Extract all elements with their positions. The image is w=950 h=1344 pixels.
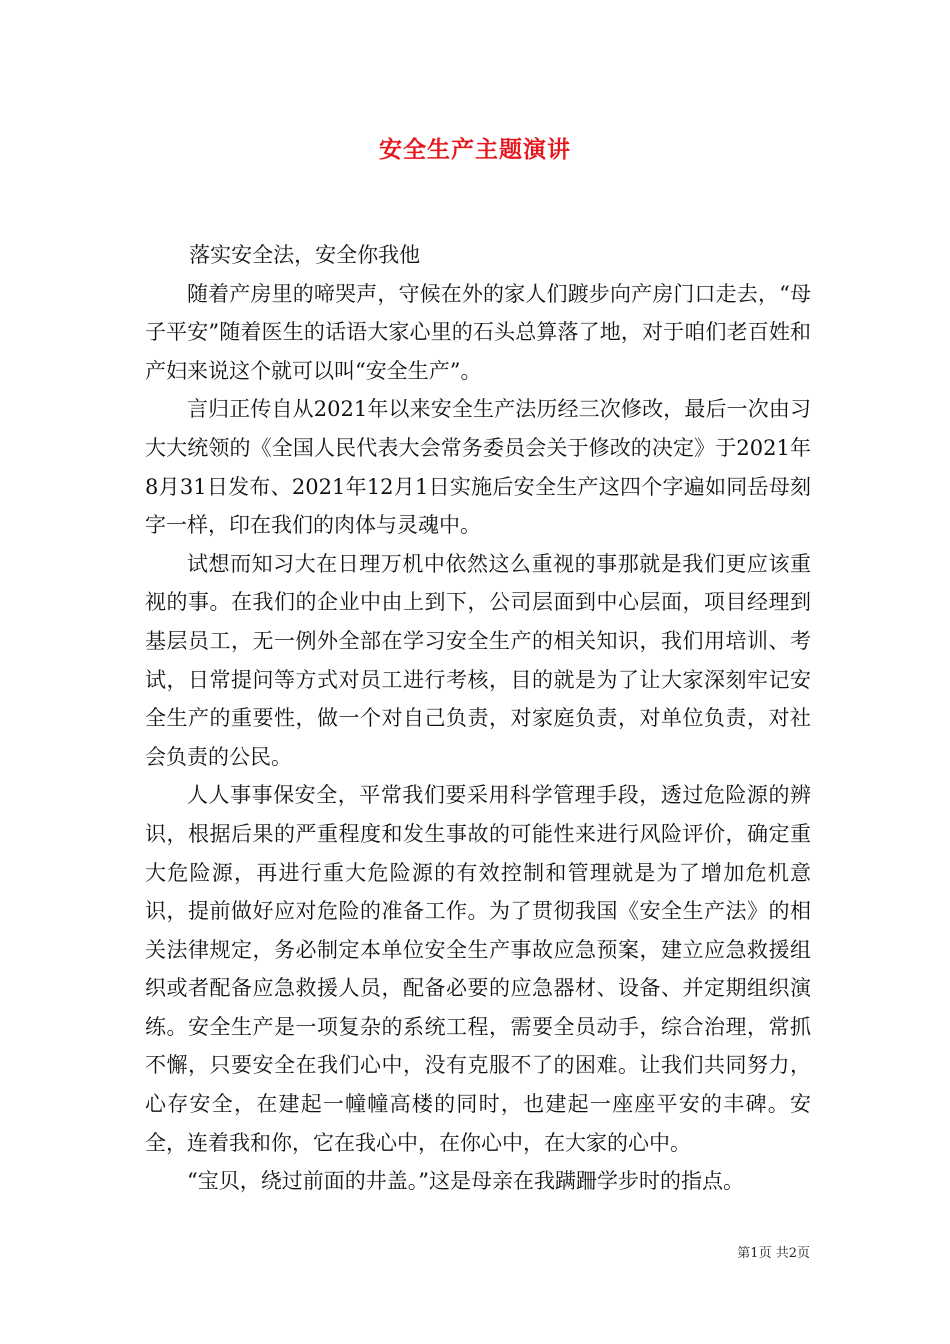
paragraph-4: 人人事事保安全，平常我们要采用科学管理手段，透过危险源的辨识，根据后果的严重程度和发生事故的可能性来进行风险评价，确定重大危险源，再进行重大危险源的有效控制和管理就是为了增加危机意识，提前做好应对危险的准备工作。为了贯彻我国《安全生产法》的相关法律规定，务必制定本单位安全生产事故应急预案，建立应急救援组织或者配备应急救援人员，配备必要的应急器材、设备、并定期组织演练。安全生产是一项复杂的系统工程，需要全员动手，综合治理，常抓不懈，只要安全在我们心中，没有克服不了的困难。让我们共同努力，心存安全，在建起一幢幢高楼的同时，也建起一座座平安的丰碑。安全，连着我和你，它在我心中，在你心中，在大家的心中。 [145,783,811,1155]
footer-suffix: 页 [796,1246,810,1261]
paragraph-2: 言归正传自从2021年以来安全生产法历经三次修改，最后一次由习大大统领的《全国人民代表大会常务委员会关于修改的决定》于2021年8月31日发布、2021年12月1日实施后安全生产这四个字遍如同岳母刻字一样，印在我们的肉体与灵魂中。 [145,397,811,538]
document-body [145,236,811,1201]
paragraph-1: 随着产房里的啼哭声，守候在外的家人们踱步向产房门口走去，“母子平安”随着医生的话语大家心里的石头总算落了地，对于咱们老百姓和产妇来说这个就可以叫“安全生产”。 [145,281,811,383]
footer-total-pages: 2 [788,1246,797,1261]
paragraph-5: “宝贝，绕过前面的井盖。”这是母亲在我蹒跚学步时的指点。 [187,1169,744,1194]
subtitle-paragraph: 落实安全法，安全你我他 [189,243,421,267]
footer-middle: 页 共 [758,1246,789,1261]
page-title: 安全生产主题演讲 [379,136,571,163]
page-footer [700,1245,810,1263]
footer-current-page: 1 [750,1246,759,1261]
footer-prefix: 第 [737,1246,751,1261]
paragraph-3: 试想而知习大在日理万机中依然这么重视的事那就是我们更应该重视的事。在我们的企业中由上到下，公司层面到中心层面，项目经理到基层员工，无一例外全部在学习安全生产的相关知识，我们用培训、考试，日常提问等方式对员工进行考核，目的就是为了让大家深刻牢记安全生产的重要性，做一个对自己负责，对家庭负责，对单位负责，对社会负责的公民。 [145,551,811,769]
